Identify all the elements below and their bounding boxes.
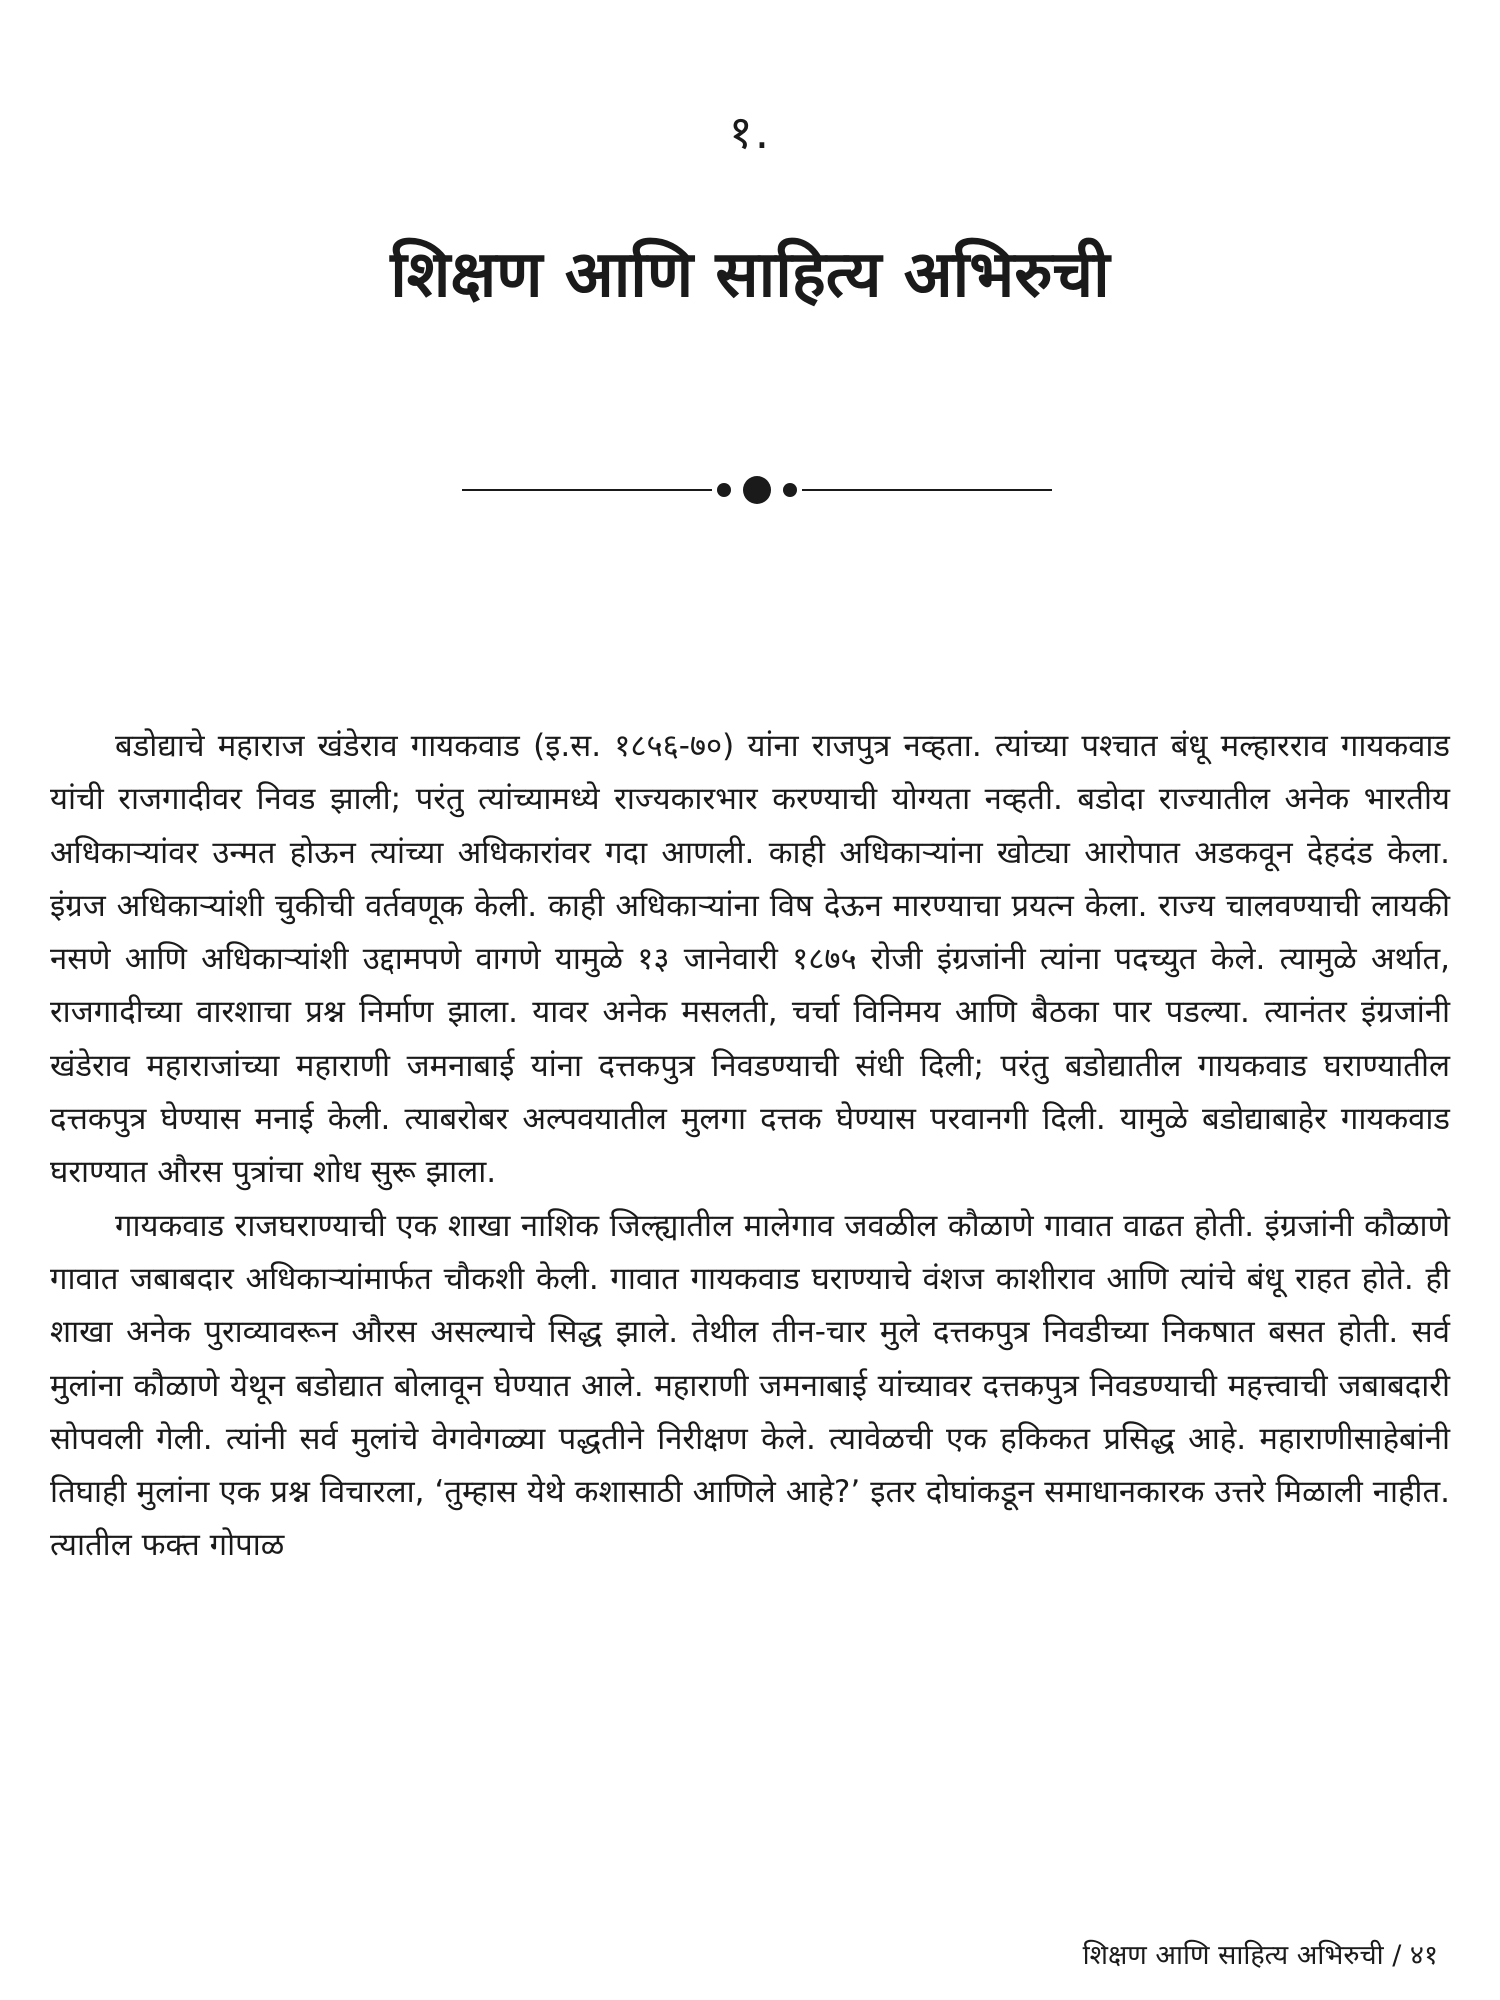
ornament-dot-left-small: [717, 483, 731, 497]
running-title: शिक्षण आणि साहित्य अभिरुची: [1082, 1940, 1384, 1971]
ornament-dot-center: [743, 476, 771, 504]
ornament-divider: [462, 470, 1052, 510]
page-footer: [1083, 1935, 1438, 1972]
ornament-dot-right-small: [783, 483, 797, 497]
chapter-title: शिक्षण आणि साहित्य अभिरुची: [390, 238, 1110, 312]
body-text: [50, 720, 1450, 1573]
paragraph-1: बडोद्याचे महाराज खंडेराव गायकवाड (इ.स. १८५६-७०) यांना राजपुत्र नव्हता. त्यांच्या पश्चात बंधू मल्हारराव गायकवाड यांची राजगादीवर निवड झाली; परंतु त्यांच्यामध्ये राज्यकारभार करण्याची योग्यता नव्हती. बडोदा राज्यातील अनेक भारतीय अधिकाऱ्यांवर उन्मत होऊन त्यांच्या अधिकारांवर गदा आणली. काही अधिकाऱ्यांना खोट्या आरोपात अडकवून देहदंड केला. इंग्रज अधिकाऱ्यांशी चुकीची वर्तवणूक केली. काही अधिकाऱ्यांना विष देऊन मारण्याचा प्रयत्न केला. राज्य चालवण्याची लायकी नसणे आणि अधिकाऱ्यांशी उद्दामपणे वागणे यामुळे १३ जानेवारी १८७५ रोजी इंग्रजांनी त्यांना पदच्युत केले. त्यामुळे अर्थात, राजगादीच्या वारशाचा प्रश्न निर्माण झाला. यावर अनेक मसलती, चर्चा विनिमय आणि बैठका पार पडल्या. त्यानंतर इंग्रजांनी खंडेराव महाराजांच्या महाराणी जमनाबाई यांना दत्तकपुत्र निवडण्याची संधी दिली; परंतु बडोद्यातील गायकवाड घराण्यातील दत्तकपुत्र घेण्यास मनाई केली. त्याबरोबर अल्पवयातील मुलगा दत्तक घेण्यास परवानगी दिली. यामुळे बडोद्याबाहेर गायकवाड घराण्यात औरस पुत्रांचा शोध सुरू झाला.: [50, 728, 1450, 1191]
paragraph-2: गायकवाड राजघराण्याची एक शाखा नाशिक जिल्ह्यातील मालेगाव जवळील कौळाणे गावात वाढत होती. इंग्रजांनी कौळाणे गावात जबाबदार अधिकाऱ्यांमार्फत चौकशी केली. गावात गायकवाड घराण्याचे वंशज काशीराव आणि त्यांचे बंधू राहत होते. ही शाखा अनेक पुराव्यावरून औरस असल्याचे सिद्ध झाले. तेथील तीन-चार मुले दत्तकपुत्र निवडीच्या निकषात बसत होती. सर्व मुलांना कौळाणे येथून बडोद्यात बोलावून घेण्यात आले. महाराणी जमनाबाई यांच्यावर दत्तकपुत्र निवडण्याची महत्त्वाची जबाबदारी सोपवली गेली. त्यांनी सर्व मुलांचे वेगवेगळ्या पद्धतीने निरीक्षण केले. त्यावेळची एक हकिकत प्रसिद्ध आहे. महाराणीसाहेबांनी तिघाही मुलांना एक प्रश्न विचारला, ‘तुम्हास येथे कशासाठी आणिले आहे?’ इतर दोघांकडून समाधानकारक उत्तरे मिळाली नाहीत. त्यातील फक्त गोपाळ: [50, 1207, 1450, 1564]
page-number: ४१: [1409, 1940, 1438, 1971]
footer-separator: /: [1383, 1940, 1410, 1971]
chapter-number: १.: [728, 105, 772, 159]
